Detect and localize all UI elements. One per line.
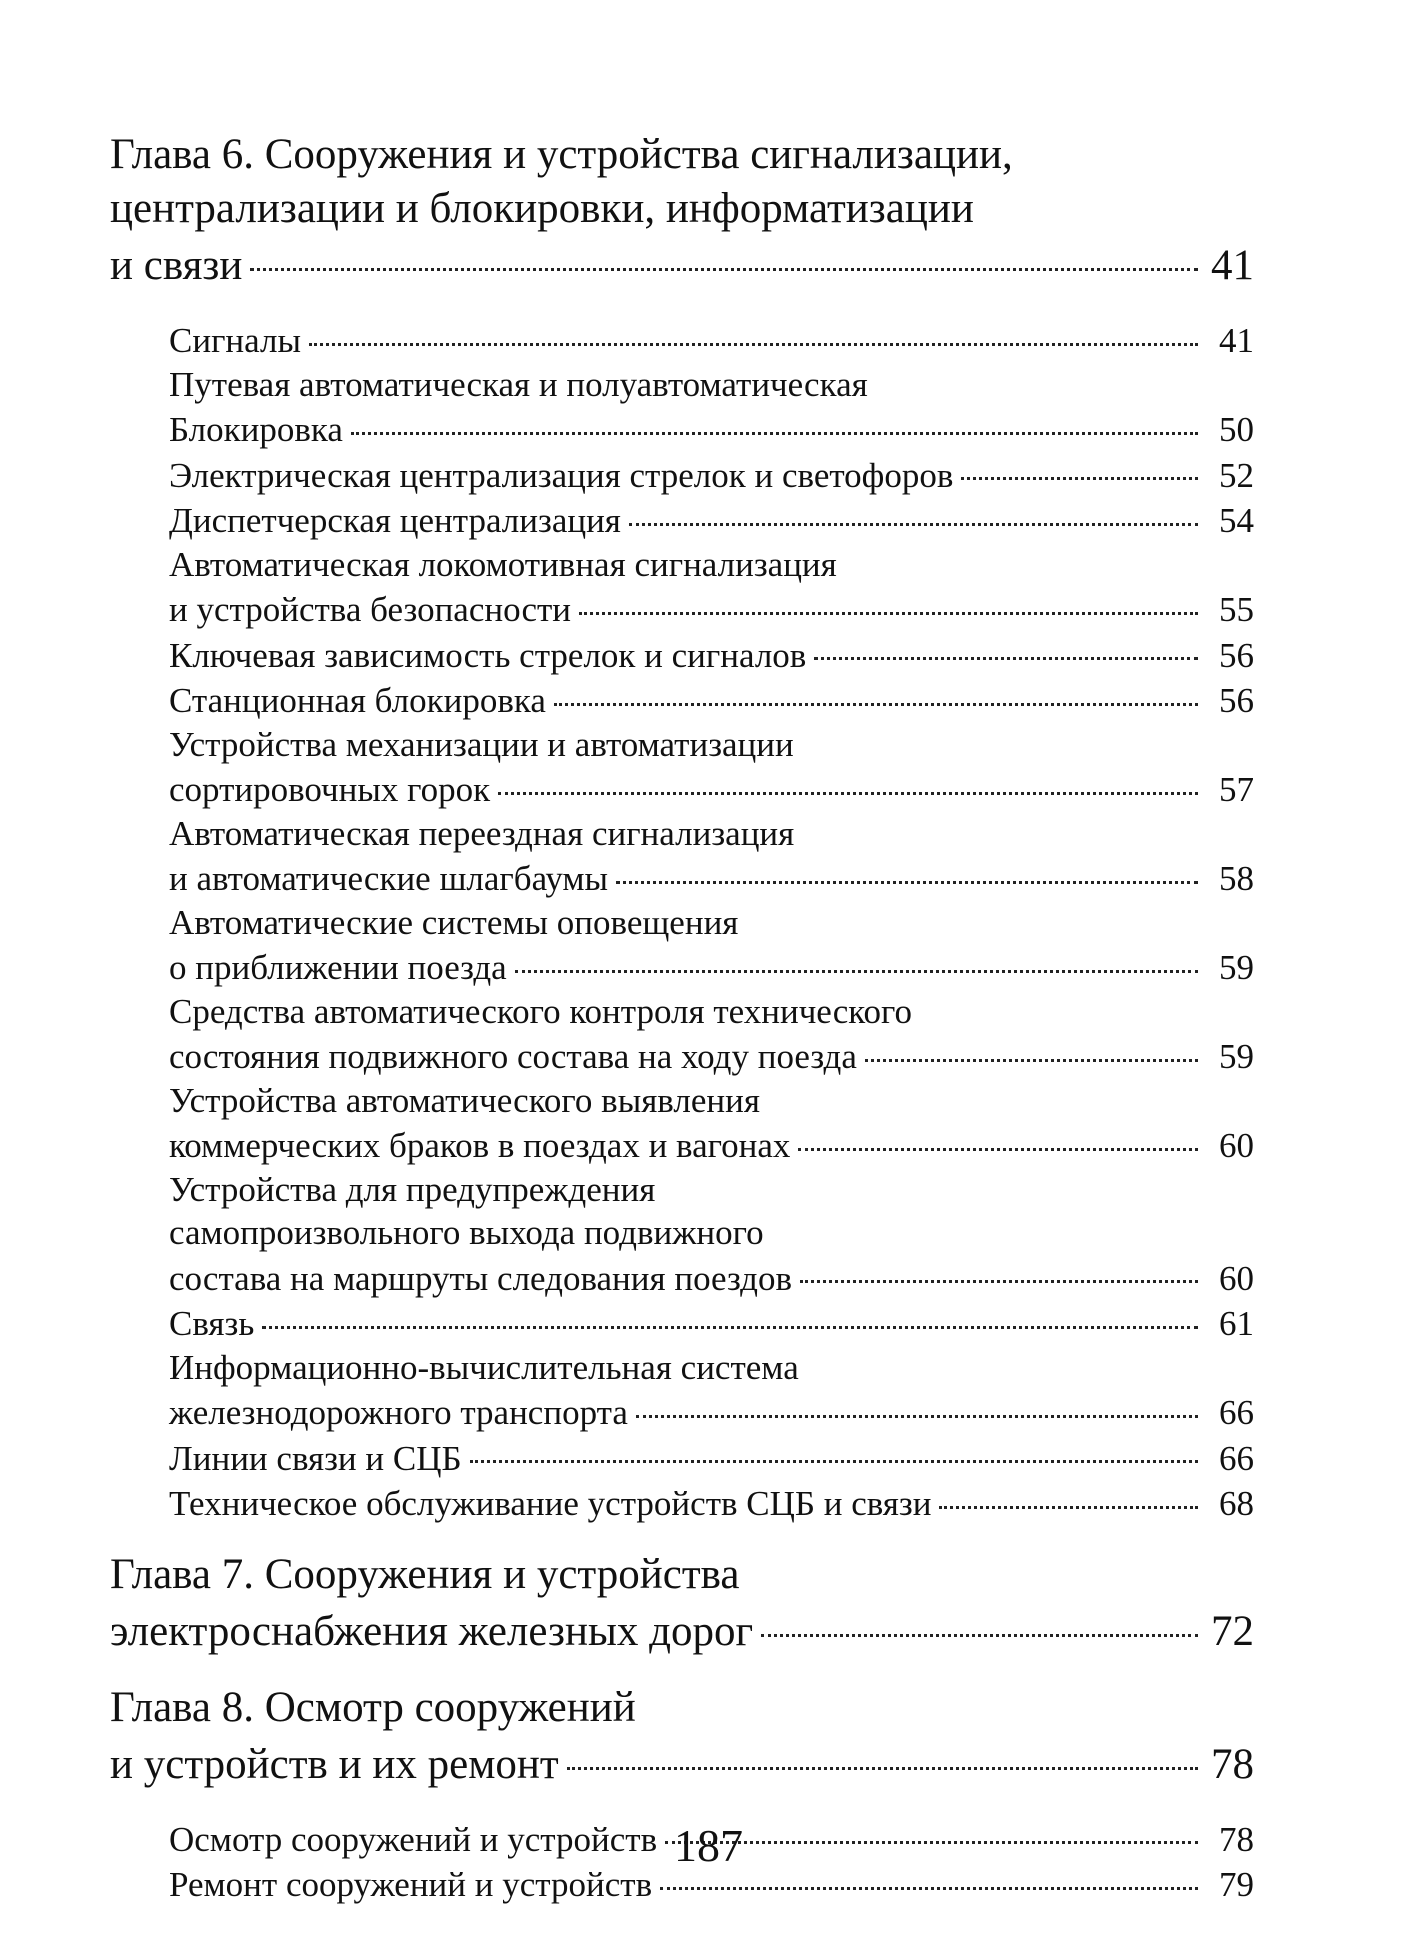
toc-page-number: 79	[1219, 1865, 1254, 1904]
toc-page-number: 68	[1219, 1484, 1254, 1523]
toc-section-entry	[169, 1346, 1254, 1435]
toc-page-number: 58	[1219, 859, 1254, 898]
toc-section-entry	[169, 317, 1254, 363]
toc-entry-title-end: сортировочных горок	[169, 770, 491, 809]
dot-leader	[814, 632, 1198, 667]
dot-leader	[515, 944, 1198, 979]
toc-chapter-title-line: централизации и блокировки, информатизации	[110, 185, 974, 232]
dot-leader	[961, 452, 1198, 487]
toc-entry-title-line: Устройства для предупреждения	[169, 1169, 656, 1209]
dot-leader	[554, 677, 1198, 712]
toc-entry-title-end: Осмотр сооружений и устройств	[169, 1819, 658, 1859]
toc-section-entry	[169, 632, 1254, 678]
dot-leader	[250, 236, 1198, 279]
toc-leader-line	[169, 766, 1254, 812]
dot-leader	[470, 1435, 1198, 1470]
toc-section-entry	[169, 1480, 1254, 1526]
toc-entry-title-end: Диспетчерская централизация	[169, 501, 621, 540]
toc-leader-line	[169, 1480, 1254, 1526]
dot-leader	[262, 1300, 1198, 1335]
toc-page-number: 41	[1211, 242, 1254, 289]
toc-page-number: 78	[1211, 1740, 1254, 1788]
toc-leader-line	[169, 1389, 1254, 1435]
toc-page-number: 54	[1219, 501, 1254, 540]
dot-leader	[498, 766, 1198, 801]
toc-page-number: 55	[1219, 590, 1254, 629]
toc-leader-line	[169, 317, 1254, 363]
toc-section-entry	[169, 543, 1254, 632]
dot-leader	[636, 1389, 1198, 1424]
toc-entry-title-end: и устройства безопасности	[169, 590, 572, 629]
toc-entry-title-end: Блокировка	[169, 410, 343, 449]
toc-entry-title-line: Автоматические системы оповещения	[169, 902, 739, 942]
toc-leader-line	[169, 406, 1254, 452]
toc-leader-line	[169, 855, 1254, 901]
dot-leader	[567, 1735, 1198, 1778]
dot-leader	[629, 497, 1198, 532]
toc-entry-title-end: и устройств и их ремонт	[110, 1740, 559, 1788]
toc-section-entry	[169, 812, 1254, 901]
dot-leader	[616, 855, 1198, 890]
toc-section-entry	[169, 497, 1254, 543]
toc-section-entry	[169, 990, 1254, 1079]
toc-entry-title-end: о приближении поезда	[169, 948, 507, 987]
dot-leader	[798, 1122, 1198, 1157]
toc-entry-title-end: Связь	[169, 1304, 255, 1343]
dot-leader	[579, 586, 1198, 621]
toc-entry-title-end: состояния подвижного состава на ходу поезда	[169, 1037, 857, 1076]
toc-entry-title-line: Информационно-вычислительная система	[169, 1347, 799, 1387]
toc-entry-title-line: Автоматическая локомотивная сигнализация	[169, 544, 837, 584]
toc-page-number: 72	[1211, 1607, 1254, 1655]
toc-entry-title-line: Устройства автоматического выявления	[169, 1080, 760, 1120]
toc-page-number: 60	[1219, 1126, 1254, 1165]
toc-page-number: 52	[1219, 455, 1254, 495]
toc-chapter-title-line: Глава 6. Сооружения и устройства сигнализации,	[110, 131, 1013, 178]
dot-leader	[865, 1033, 1198, 1068]
toc-leader-line	[169, 677, 1254, 723]
toc-page-number: 41	[1219, 321, 1254, 360]
toc-leader-line	[169, 586, 1254, 632]
toc-page-number: 59	[1219, 948, 1254, 987]
toc-page-number: 50	[1219, 410, 1254, 449]
page-number: 187	[674, 1820, 743, 1871]
toc-section-entry	[169, 1079, 1254, 1168]
toc-section-entry	[169, 1435, 1254, 1481]
toc-page-number: 78	[1219, 1819, 1254, 1859]
toc-section-entry	[169, 677, 1254, 723]
toc-chapter	[110, 128, 1254, 293]
toc-section-entry	[169, 452, 1254, 498]
toc-entry-title-end: Техническое обслуживание устройств СЦБ и связи	[169, 1484, 932, 1523]
toc-leader-line	[169, 1435, 1254, 1481]
toc-entry-title-line: Устройства механизации и автоматизации	[169, 724, 794, 764]
toc-entry-title-end: железнодорожного транспорта	[169, 1393, 628, 1432]
toc-leader-line	[110, 1602, 1254, 1659]
toc-entry-title-line: Автоматическая переездная сигнализация	[169, 813, 795, 853]
toc-section-entry	[169, 1300, 1254, 1346]
toc-chapter	[110, 1681, 1254, 1792]
toc-page-number: 57	[1219, 770, 1254, 809]
toc-section-list	[110, 317, 1254, 1526]
toc-chapter	[110, 1548, 1254, 1659]
dot-leader	[939, 1480, 1198, 1515]
toc-page-number: 61	[1219, 1304, 1254, 1343]
toc-entry-title-end: коммерческих браков в поездах и вагонах	[169, 1126, 791, 1165]
table-of-contents	[110, 128, 1254, 1917]
toc-leader-line	[169, 1255, 1254, 1301]
toc-chapter-title-line: Глава 7. Сооружения и устройства	[110, 1550, 740, 1598]
toc-entry-title-end: Линии связи и СЦБ	[169, 1438, 462, 1478]
toc-entry-title-end: Сигналы	[169, 321, 301, 360]
toc-section-entry	[169, 363, 1254, 452]
toc-entry-title-end: Ключевая зависимость стрелок и сигналов	[169, 635, 807, 675]
dot-leader	[309, 317, 1198, 352]
toc-leader-line	[169, 1122, 1254, 1168]
toc-entry-title-end: электроснабжения железных дорог	[110, 1607, 754, 1655]
toc-page-number: 66	[1219, 1438, 1254, 1478]
toc-leader-line	[169, 944, 1254, 990]
dot-leader	[800, 1255, 1198, 1290]
toc-leader-line	[169, 497, 1254, 543]
toc-page-number: 66	[1219, 1393, 1254, 1432]
toc-entry-title-line: Средства автоматического контроля технического	[169, 991, 912, 1031]
toc-entry-title-end: Ремонт сооружений и устройств	[169, 1865, 653, 1904]
toc-page-number: 56	[1219, 681, 1254, 720]
toc-section-entry	[169, 901, 1254, 990]
toc-page-number: 56	[1219, 635, 1254, 675]
dot-leader	[351, 406, 1198, 441]
toc-entry-title-end: и автоматические шлагбаумы	[169, 859, 609, 898]
dot-leader	[761, 1602, 1198, 1645]
toc-entry-title-end: и связи	[110, 242, 243, 289]
toc-entry-title-end: Станционная блокировка	[169, 681, 546, 720]
toc-leader-line	[169, 452, 1254, 498]
toc-leader-line	[169, 632, 1254, 678]
toc-page-number: 60	[1219, 1258, 1254, 1298]
toc-page-number: 59	[1219, 1037, 1254, 1076]
toc-leader-line	[169, 1033, 1254, 1079]
toc-entry-title-line: Путевая автоматическая и полуавтоматическая	[169, 364, 868, 404]
toc-leader-line	[110, 1735, 1254, 1792]
toc-section-entry	[169, 1168, 1254, 1301]
toc-leader-line	[169, 1300, 1254, 1346]
toc-entry-title-end: Электрическая централизация стрелок и светофоров	[169, 455, 954, 495]
toc-entry-title-end: состава на маршруты следования поездов	[169, 1258, 792, 1298]
toc-entry-title-line: самопроизвольного выхода подвижного	[169, 1213, 764, 1252]
toc-section-entry	[169, 723, 1254, 812]
toc-chapter-title-line: Глава 8. Осмотр сооружений	[110, 1683, 636, 1731]
toc-leader-line	[110, 236, 1254, 293]
